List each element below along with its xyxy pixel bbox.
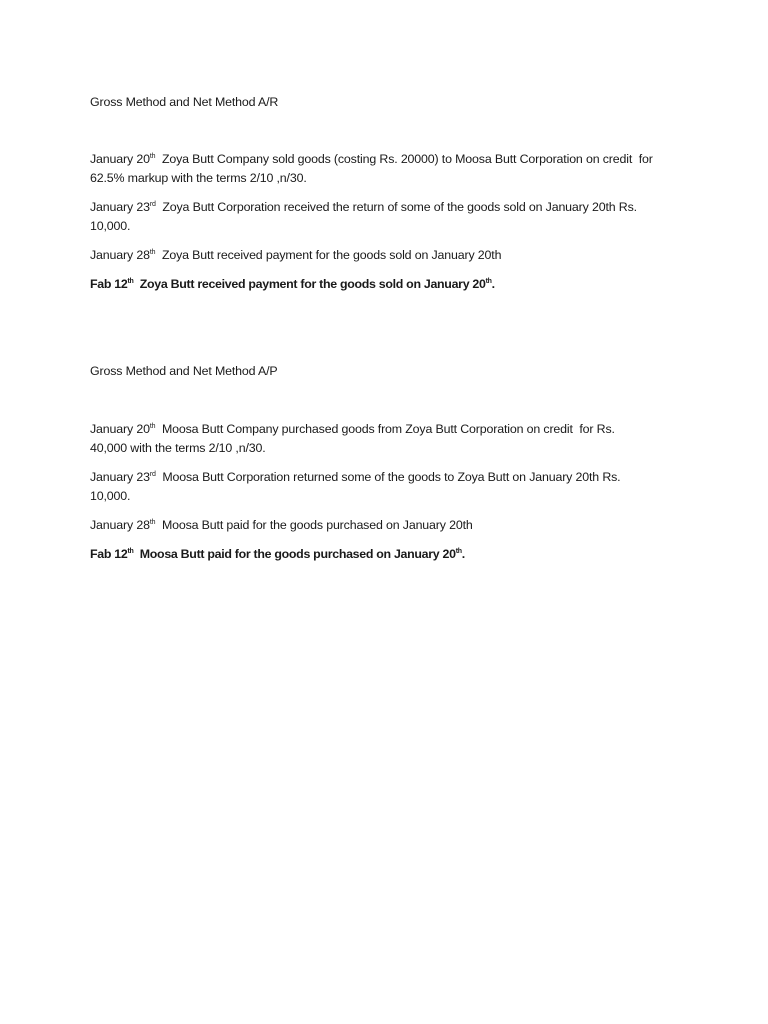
ap-entry-2-suffix: rd — [149, 471, 156, 478]
ap-entry-3-date: January 28 — [90, 518, 150, 532]
ap-entry-4-date: Fab 12 — [90, 547, 128, 561]
ap-entry-3-text: Moosa Butt paid for the goods purchased on January 20th — [155, 518, 473, 532]
ar-entry-4-text: Zoya Butt received payment for the goods sold on January 20 — [133, 277, 486, 291]
ap-entry-4-end: . — [461, 547, 465, 561]
ar-entry-2-line-2: 10,000. — [90, 219, 131, 233]
ap-entry-3 — [90, 516, 690, 535]
ar-entry-3 — [90, 246, 690, 265]
ar-entry-1-line-2: 62.5% markup with the terms 2/10 ,n/30. — [90, 171, 307, 185]
ar-entry-4-end-suffix: th — [485, 278, 492, 285]
ap-entry-1-suffix: th — [149, 423, 156, 430]
ar-entry-2-date: January 23 — [90, 200, 150, 214]
ar-entry-4-suffix: th — [127, 278, 134, 285]
ap-entry-4-end-suffix: th — [455, 548, 462, 555]
ar-entry-3-text: Zoya Butt received payment for the goods sold on January 20th — [155, 248, 502, 262]
ar-heading: Gross Method and Net Method A/R — [90, 95, 279, 109]
ar-entry-4-end: . — [491, 277, 495, 291]
ap-heading: Gross Method and Net Method A/P — [90, 364, 278, 378]
ap-entry-2-date: January 23 — [90, 470, 150, 484]
ar-entry-3-suffix: th — [149, 249, 156, 256]
ap-entry-3-suffix: th — [149, 519, 156, 526]
ar-entry-2-line-1 — [90, 198, 690, 217]
ap-entry-1-text: Moosa Butt Company purchased goods from Zoya Butt Corporation on credit for Rs. — [155, 422, 615, 436]
ap-entry-2-line-1 — [90, 468, 690, 487]
ar-entry-2-text: Zoya Butt Corporation received the return of some of the goods sold on January 20th Rs. — [155, 200, 637, 214]
ar-entry-4-date: Fab 12 — [90, 277, 128, 291]
ap-entry-4 — [90, 545, 690, 564]
ap-entry-1-line-1 — [90, 420, 690, 439]
ar-entry-1-line-1 — [90, 150, 690, 169]
ar-entry-3-date: January 28 — [90, 248, 150, 262]
ap-entry-2-text: Moosa Butt Corporation returned some of the goods to Zoya Butt on January 20th Rs. — [155, 470, 621, 484]
ap-entry-2-line-2: 10,000. — [90, 489, 131, 503]
ar-entry-4 — [90, 275, 690, 294]
ar-entry-1-suffix: th — [149, 153, 156, 160]
ar-entry-1-text: Zoya Butt Company sold goods (costing Rs. 20000) to Moosa Butt Corporation on credit for — [155, 152, 653, 166]
ar-entry-2-suffix: rd — [149, 201, 156, 208]
ap-entry-4-text: Moosa Butt paid for the goods purchased on January 20 — [133, 547, 456, 561]
ap-entry-1-date: January 20 — [90, 422, 150, 436]
ap-entry-4-suffix: th — [127, 548, 134, 555]
ap-entry-1-line-2: 40,000 with the terms 2/10 ,n/30. — [90, 441, 266, 455]
ar-entry-1-date: January 20 — [90, 152, 150, 166]
